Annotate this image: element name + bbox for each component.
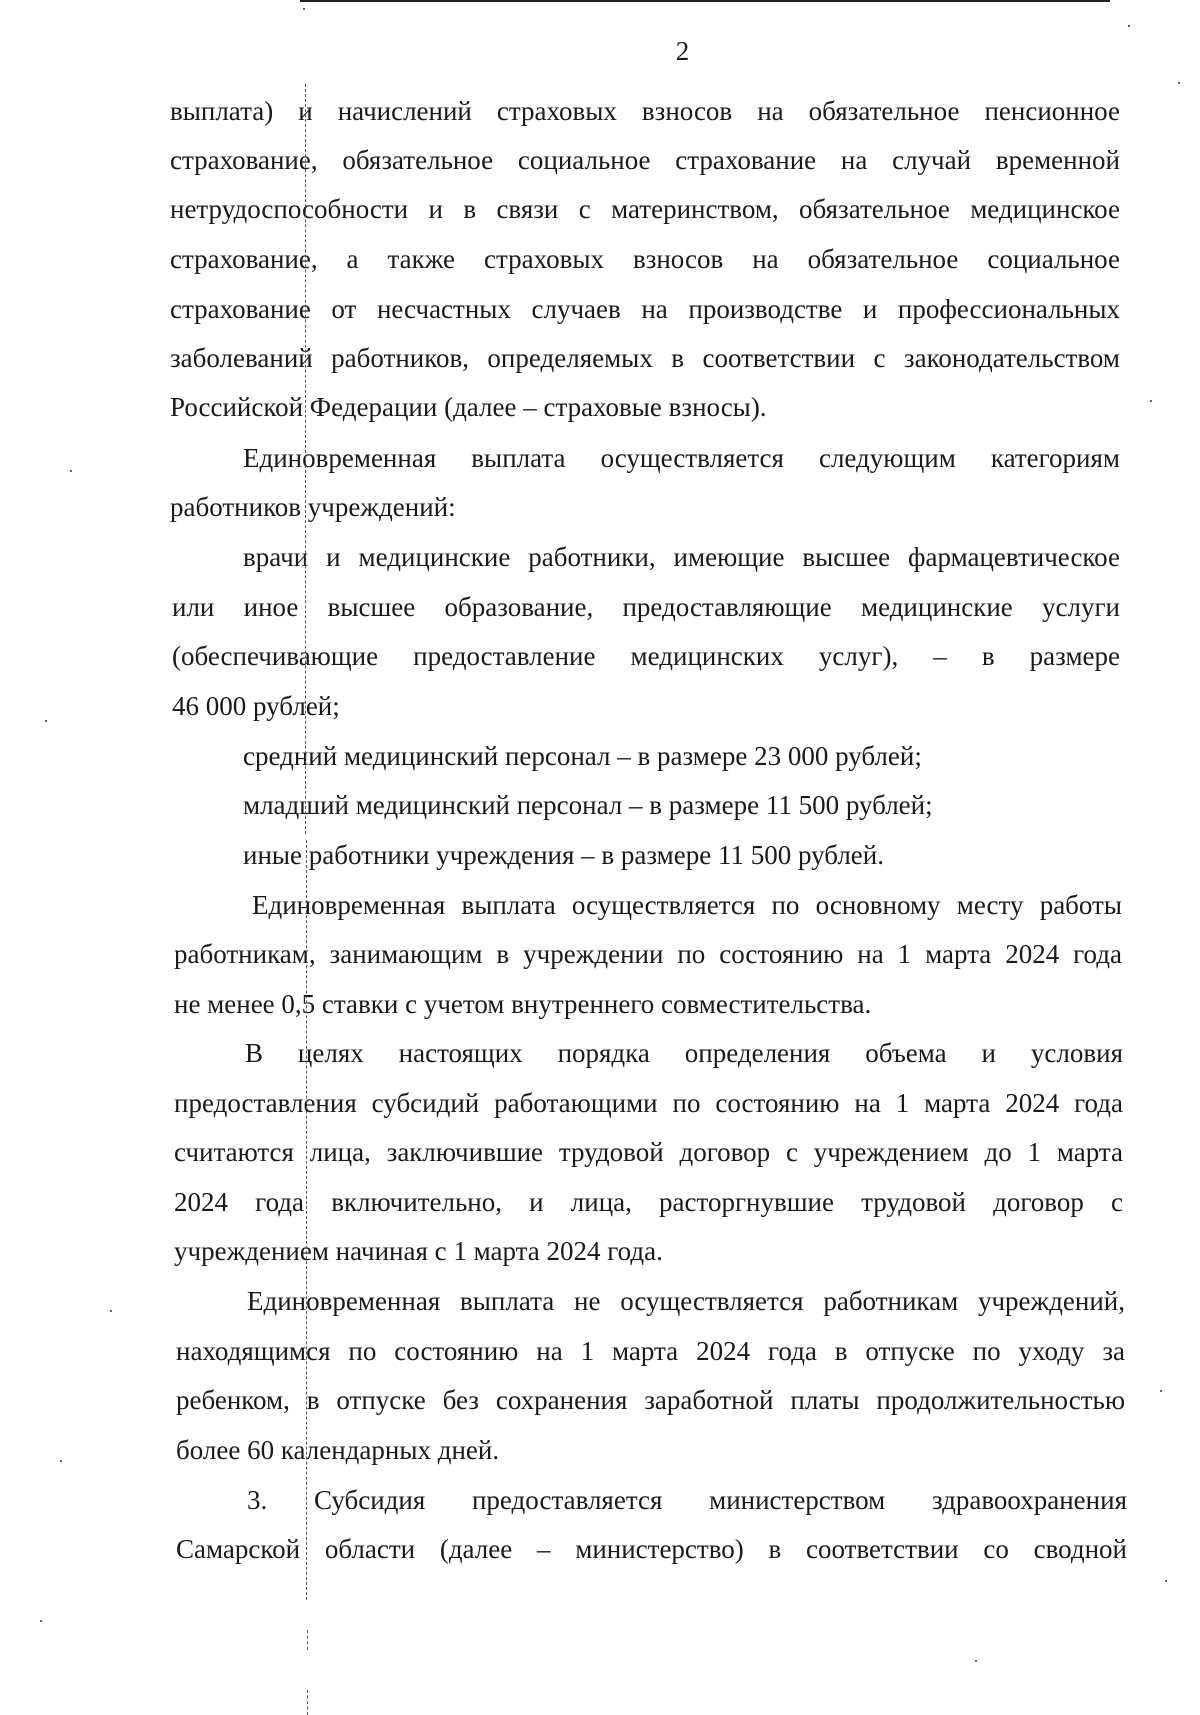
- page-number: 2: [675, 36, 690, 66]
- text-line: более 60 календарных дней.: [176, 1435, 500, 1465]
- scan-speck: [70, 470, 72, 472]
- text-line: Единовременная выплата не осуществляется работникам учреждений,: [247, 1286, 1125, 1316]
- text-line: заболеваний работников, определяемых в соответствии с законодательством: [170, 343, 1120, 373]
- scan-speck: [1160, 1390, 1162, 1392]
- scan-fold-line: [305, 84, 306, 834]
- text-line: иные работники учреждения – в размере 11 500 рублей.: [243, 840, 884, 870]
- scan-speck: [40, 1620, 42, 1622]
- scan-speck: [60, 1460, 62, 1462]
- text-line: считаются лица, заключившие трудовой договор с учреждением до 1 марта: [174, 1137, 1123, 1167]
- text-line: Единовременная выплата осуществляется следующим категориям: [243, 443, 1120, 473]
- text-line: 46 000 рублей;: [172, 691, 340, 721]
- text-line: 3. Субсидия предоставляется министерством здравоохранения: [247, 1485, 1127, 1515]
- scan-speck: [975, 1660, 977, 1662]
- scan-speck: [1150, 400, 1152, 402]
- text-line: (обеспечивающие предоставление медицинских услуг), – в размере: [172, 641, 1120, 671]
- text-line: не менее 0,5 ставки с учетом внутреннего совместительства.: [174, 989, 872, 1019]
- text-line: или иное высшее образование, предоставляющие медицинские услуги: [172, 592, 1120, 622]
- scan-speck: [1165, 1580, 1167, 1582]
- scan-speck: [110, 1310, 112, 1312]
- text-line: 2024 года включительно, и лица, расторгнувшие трудовой договор с: [174, 1187, 1123, 1217]
- text-line: страхование, обязательное социальное страхование на случай временной: [170, 145, 1120, 175]
- text-line: врачи и медицинские работники, имеющие высшее фармацевтическое: [243, 542, 1120, 572]
- text-line: В целях настоящих порядка определения объема и условия: [245, 1038, 1123, 1068]
- text-line: находящимся по состоянию на 1 марта 2024 года в отпуске по уходу за: [176, 1336, 1125, 1366]
- scan-speck: [1178, 82, 1180, 84]
- text-line: нетрудоспособности и в связи с материнством, обязательное медицинское: [170, 194, 1120, 224]
- text-line: средний медицинский персонал – в размере 23 000 рублей;: [243, 741, 922, 771]
- text-line: страхование, а также страховых взносов на обязательное социальное: [170, 244, 1120, 274]
- text-line: Единовременная выплата осуществляется по основному месту работы: [252, 890, 1122, 920]
- scan-fold-line: [307, 1630, 308, 1650]
- text-line: Самарской области (далее – министерство) в соответствии со сводной: [176, 1534, 1127, 1564]
- scan-fold-line: [307, 1690, 308, 1715]
- text-line: учреждением начиная с 1 марта 2024 года.: [174, 1236, 663, 1266]
- text-line: ребенком, в отпуске без сохранения заработной платы продолжительностью: [176, 1385, 1125, 1415]
- text-line: предоставления субсидий работающими по состоянию на 1 марта 2024 года: [174, 1088, 1123, 1118]
- text-line: страхование от несчастных случаев на производстве и профессиональных: [170, 294, 1120, 324]
- scan-fold-line: [306, 840, 307, 1600]
- scan-speck: [45, 720, 47, 722]
- text-line: младший медицинский персонал – в размере 11 500 рублей;: [243, 790, 933, 820]
- text-line: работников учреждений:: [170, 492, 456, 522]
- top-edge-line: [300, 0, 1110, 2]
- scan-speck: [1128, 25, 1130, 27]
- scan-speck: [303, 8, 305, 10]
- text-line: Российской Федерации (далее – страховые взносы).: [170, 392, 767, 422]
- text-line: работникам, занимающим в учреждении по состоянию на 1 марта 2024 года: [174, 939, 1122, 969]
- text-line: выплата) и начислений страховых взносов на обязательное пенсионное: [170, 96, 1120, 126]
